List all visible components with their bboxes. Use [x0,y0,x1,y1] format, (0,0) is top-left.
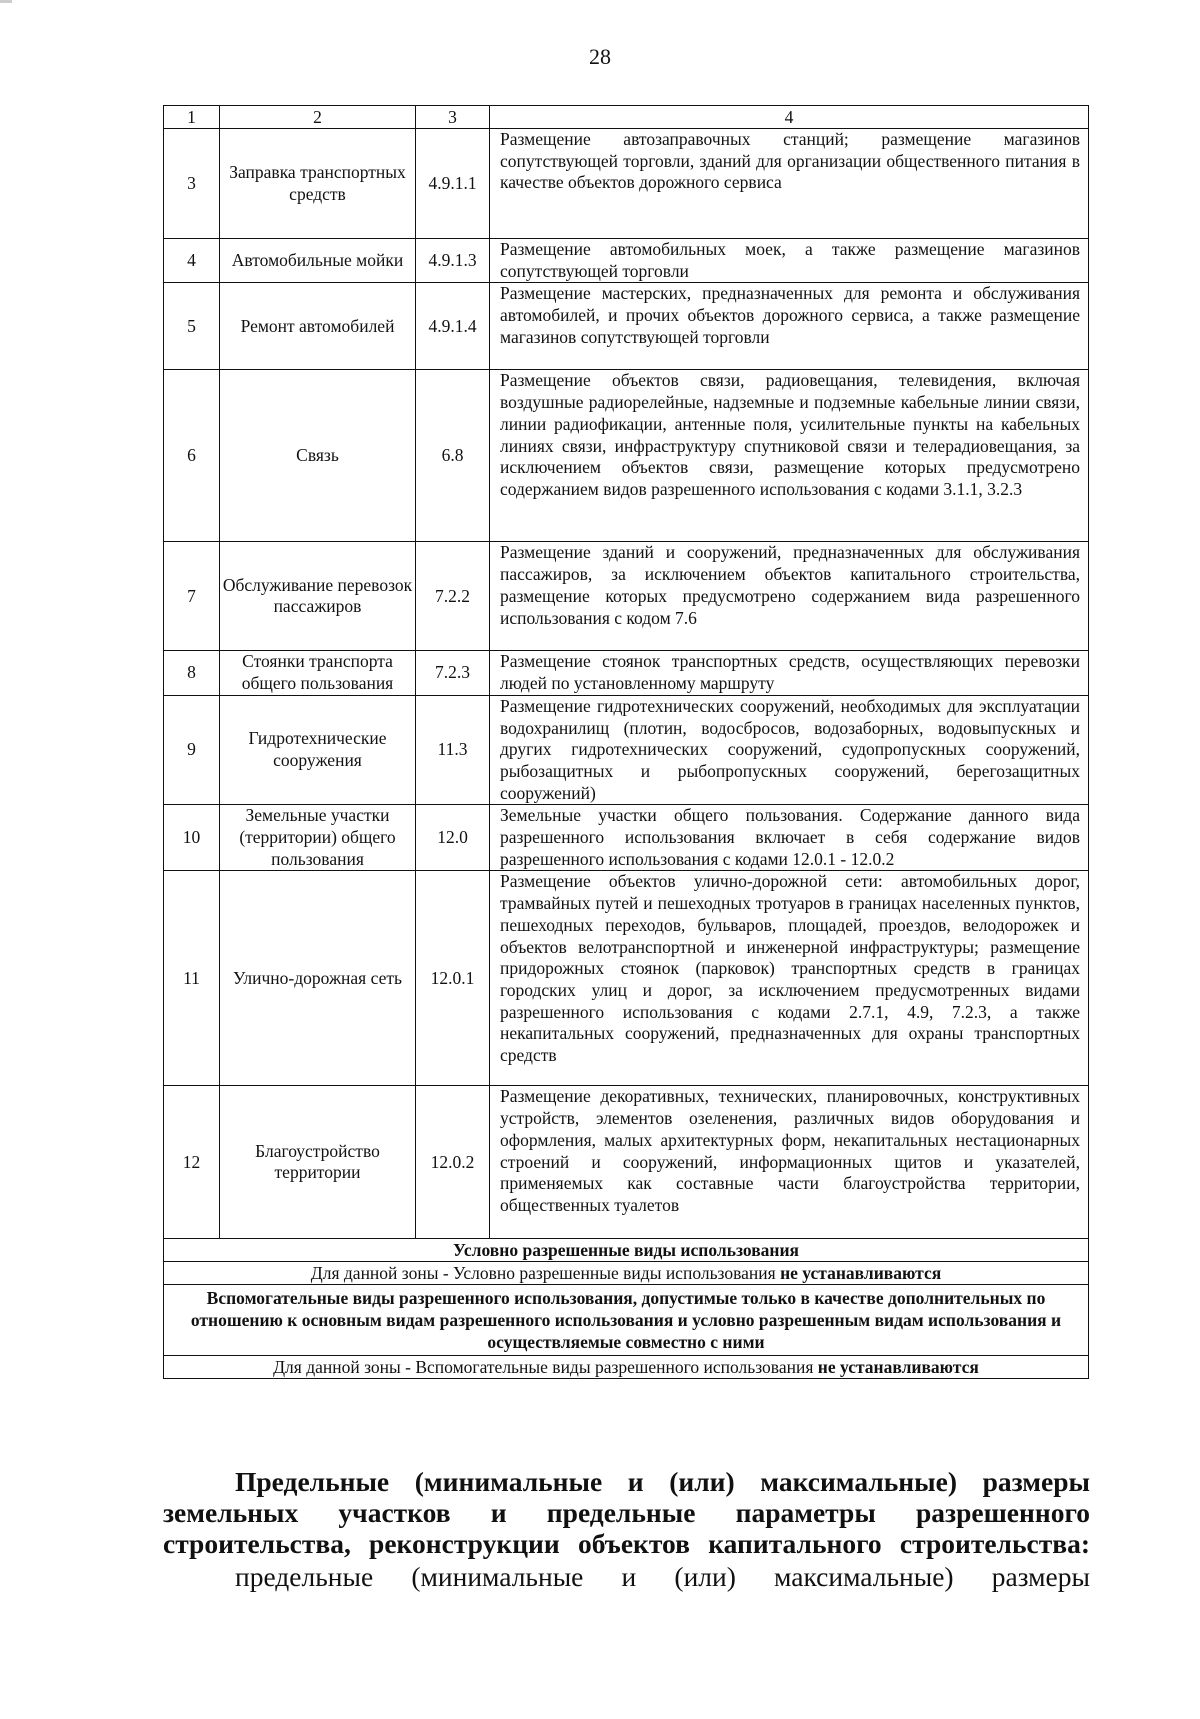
land-use-code: 7.2.2 [416,542,490,651]
limits-heading [163,1466,1090,1497]
conditional-uses-note [164,1262,1089,1285]
table-row [164,871,1089,1086]
header-col-2: 2 [220,106,416,129]
auxiliary-uses-note [164,1356,1089,1379]
row-number: 8 [164,651,220,695]
conditional-uses-heading-row [164,1239,1089,1262]
land-use-description: Размещение объектов связи, радиовещания, телевидения, включая воздушные радиорелейные, надземные и подземные кабельные линии связи, линии радиофикации, антенные поля, усилительные пункты на кабельных линиях связи, инфраструктуру спутниковой связи и телерадиовещания, за исключением объектов связи, размещение которых предусмотрено содержанием видов разрешенного использования с кодами 3.1.1, 3.2.3 [490,370,1089,542]
land-use-name: Земельные участки (территории) общего пользования [220,805,416,871]
land-use-description: Размещение мастерских, предназначенных для ремонта и обслуживания автомобилей, и прочих объектов дорожного сервиса, а также размещение магазинов сопутствующей торговли [490,283,1089,370]
land-use-description: Размещение объектов улично-дорожной сети: автомобильных дорог, трамвайных путей и пешеходных тротуаров в границах населенных пунктов, пешеходных переходов, бульваров, площадей, проездов, велодорожек и объектов велотранспортной и инженерной инфраструктуры; размещение придорожных стоянок (парковок) транспортных средств в границах городских улиц и дорог, за исключением предусмотренных видами разрешенного использования с кодами 2.7.1, 4.9, 7.2.3, а также некапитальных сооружений, предназначенных для охраны транспортных средств [490,871,1089,1086]
land-use-code: 12.0.2 [416,1086,490,1239]
land-use-name: Гидротехнические сооружения [220,695,416,805]
conditional-note-emphasis: не устанавливаются [780,1263,942,1284]
limits-heading-line-2: земельных участков и предельные параметры разрешенного [163,1497,1090,1528]
land-use-description: Размещение автозаправочных станций; размещение магазинов сопутствующей торговли, зданий для организации общественного питания в качестве объектов дорожного сервиса [490,129,1089,239]
land-use-code: 4.9.1.4 [416,283,490,370]
table-header-row [164,106,1089,129]
land-use-description: Размещение стоянок транспортных средств, осуществляющих перевозки людей по установленному маршруту [490,651,1089,695]
auxiliary-note-emphasis: не устанавливаются [817,1357,979,1378]
land-use-code: 11.3 [416,695,490,805]
conditional-note-text: Для данной зоны - Условно разрешенные виды использования [310,1263,781,1284]
land-use-description: Размещение декоративных, технических, планировочных, конструктивных устройств, элементов озеленения, различных видов оборудования и оформления, малых архитектурных форм, некапитальных нестационарных строений и сооружений, информационных щитов и указателей, применяемых как составные части благоустройства территории, общественных туалетов [490,1086,1089,1239]
conditional-uses-heading [164,1239,1089,1262]
land-use-name: Заправка транспортных средств [220,129,416,239]
row-number: 10 [164,805,220,871]
land-use-name: Ремонт автомобилей [220,283,416,370]
limits-paragraph: предельные (минимальные и (или) максимальные) размеры [235,1561,1090,1592]
row-number: 4 [164,239,220,283]
table-row [164,542,1089,651]
table-row [164,283,1089,370]
conditional-uses-note-row [164,1262,1089,1285]
row-number: 5 [164,283,220,370]
header-col-3: 3 [416,106,490,129]
land-use-name: Связь [220,370,416,542]
row-number: 11 [164,871,220,1086]
land-use-name: Автомобильные мойки [220,239,416,283]
limits-heading-line-3: строительства, реконструкции объектов капитального строительства: [163,1528,1090,1559]
row-number: 3 [164,129,220,239]
row-number: 7 [164,542,220,651]
auxiliary-uses-heading [164,1285,1089,1356]
auxiliary-uses-heading-text: Вспомогательные виды разрешенного использования, допустимые только в качестве дополнительных по отношению к основным видам разрешенного использования и условно разрешенным видам использования и осуществляемые совместно с ними [190,1288,1062,1353]
auxiliary-note-text: Для данной зоны - Вспомогательные виды разрешенного использования [273,1357,818,1378]
land-use-code: 12.0.1 [416,871,490,1086]
table-row [164,129,1089,239]
conditional-uses-heading-text: Условно разрешенные виды использования [452,1240,800,1261]
auxiliary-uses-note-row [164,1356,1089,1379]
header-col-1: 1 [164,106,220,129]
auxiliary-uses-heading-row [164,1285,1089,1356]
row-number: 9 [164,695,220,805]
table-row [164,805,1089,871]
land-use-description: Размещение автомобильных моек, а также размещение магазинов сопутствующей торговли [490,239,1089,283]
land-use-description: Земельные участки общего пользования. Содержание данного вида разрешенного использования включает в себя содержание видов разрешенного использования с кодами 12.0.1 - 12.0.2 [490,805,1089,871]
row-number: 6 [164,370,220,542]
land-use-code: 4.9.1.3 [416,239,490,283]
scan-artifact [0,0,12,3]
land-use-name: Улично-дорожная сеть [220,871,416,1086]
header-col-4: 4 [490,106,1089,129]
limits-heading-2 [163,1497,1090,1528]
land-use-code: 7.2.3 [416,651,490,695]
land-use-name: Стоянки транспорта общего пользования [220,651,416,695]
table-row [164,651,1089,695]
land-use-description: Размещение зданий и сооружений, предназначенных для обслуживания пассажиров, за исключением объектов капитального строительства, размещение которых предусмотрено содержанием вида разрешенного использования с кодом 7.6 [490,542,1089,651]
land-use-code: 4.9.1.1 [416,129,490,239]
land-use-description: Размещение гидротехнических сооружений, необходимых для эксплуатации водохранилищ (плотин, водосбросов, водозаборных, водовыпускных и других гидротехнических сооружений, судопропускных сооружений, рыбозащитных и рыбопропускных сооружений, берегозащитных сооружений) [490,695,1089,805]
row-number: 12 [164,1086,220,1239]
table-row [164,370,1089,542]
table-row [164,239,1089,283]
table-row [164,695,1089,805]
limits-heading-3 [163,1528,1090,1559]
land-use-name: Обслуживание перевозок пассажиров [220,542,416,651]
table-row [164,1086,1089,1239]
bottom-section [163,1466,1090,1592]
page-number: 28 [589,44,611,69]
land-use-code: 12.0 [416,805,490,871]
limits-heading-line-1: Предельные (минимальные и (или) максимальные) размеры [235,1466,1090,1497]
land-use-name: Благоустройство территории [220,1086,416,1239]
land-use-code: 6.8 [416,370,490,542]
land-use-table [163,105,1089,1379]
